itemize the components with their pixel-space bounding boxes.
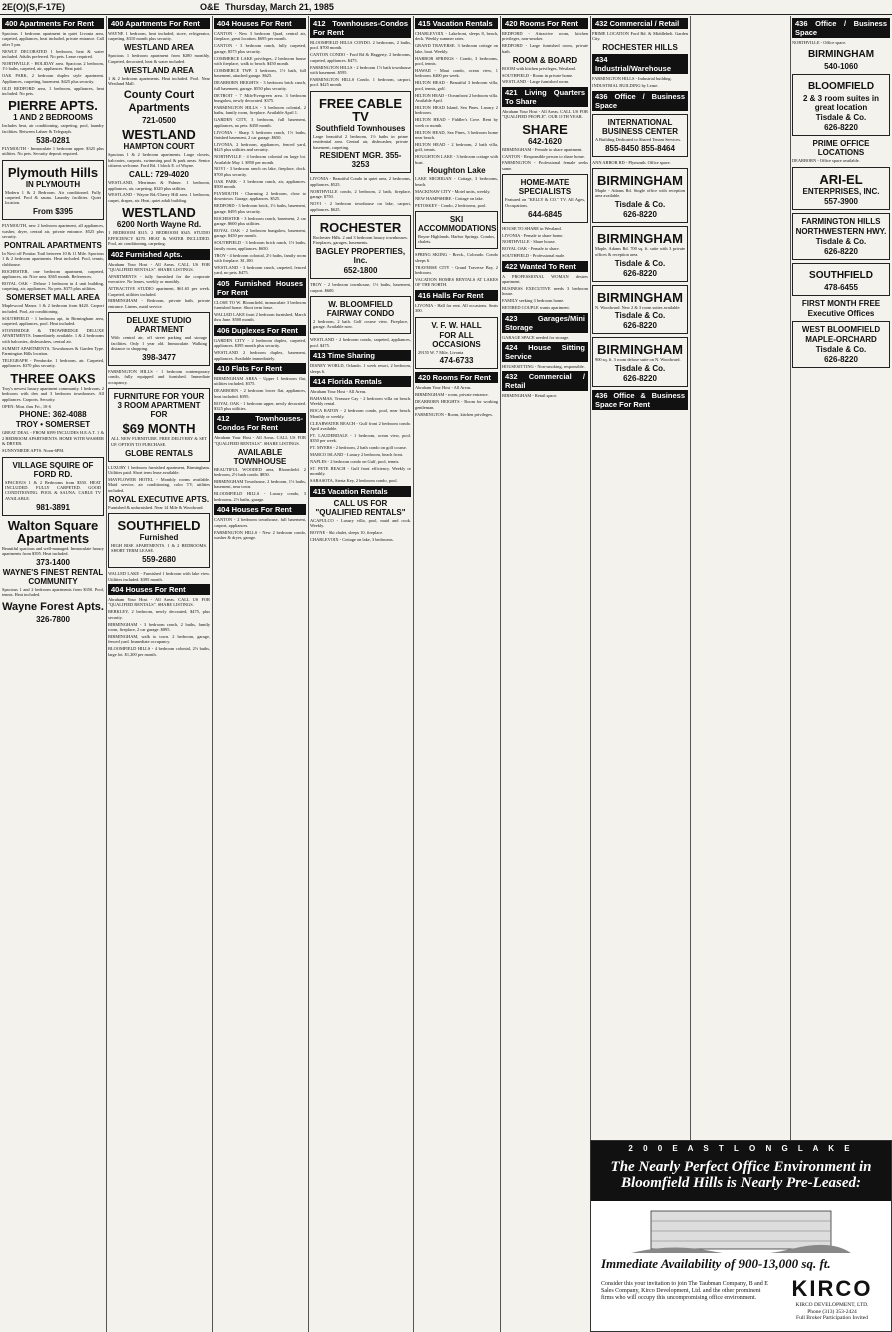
ad-phone: 626-8220 (623, 374, 657, 384)
ad-title-roomboard: ROOM & BOARD (512, 55, 578, 65)
ad-title-pierre: PIERRE APTS. (8, 98, 98, 114)
ad-phone: RESIDENT MGR. 355-3253 (319, 151, 402, 170)
ad-subtitle: 2 & 3 room suites in great location (802, 94, 880, 113)
ad-title-tisdale: Tisdale & Co. (614, 200, 666, 210)
ad-title-birmingham: BIRMINGHAM (597, 289, 683, 305)
ad-subtitle: ENTERPRISES, INC. (802, 186, 880, 196)
ad-title-somerset: SOMERSET MALL AREA (6, 293, 100, 303)
ad-box-westbloom (792, 321, 890, 368)
ad-subtitle: MAPLE-ORCHARD (805, 334, 877, 344)
ad-title-westland-area: WESTLAND AREA (124, 43, 194, 53)
ad-body-text: Consider this your invitation to join The Taubman Company, B and E Sales Company, Kirco Development, Ltd. and the other prominent firms who will occupy this uncompromising office environment. (601, 1281, 768, 1301)
ad-title-westland: WESTLAND (122, 127, 196, 143)
column-rule (500, 16, 501, 1332)
ad-title-arie: ARI-EL (819, 171, 863, 187)
section-header: 405 Furnished Houses For Rent (214, 278, 306, 298)
ad-title-tisdale: Tisdale & Co. (614, 258, 666, 268)
ad-subtitle: IN PLYMOUTH (25, 179, 81, 189)
section-header: 420 Rooms For Rent (502, 18, 588, 29)
section-header: 434 Industrial/Warehouse (592, 54, 688, 74)
ad-title-houghton: Houghton Lake (427, 166, 486, 176)
ad-title-rochester-hills: ROCHESTER HILLS (602, 43, 678, 53)
ad-phone: 644-6845 (528, 209, 562, 219)
section-header: 420 Rooms For Rent (415, 372, 498, 383)
column-rule (413, 16, 414, 1332)
kirco-display-ad (590, 1140, 892, 1332)
column-rule (790, 16, 791, 1332)
ad-banner (591, 1141, 891, 1201)
ad-phone: PHONE: 362-4088 (19, 410, 87, 420)
ad-phone: 559-2680 (142, 555, 176, 565)
ad-title-tisdale: Tisdale & Co. (614, 311, 666, 321)
column-7: 432 Commercial / Retail PRIME LOCATION Ford Rd. & Middlebelt. Garden City. ROCHESTER HILLS 434 Industrial/Warehouse FARMINGTON HILLS - Industrial building. INDUSTRIAL BUILDING by Lease. 436 Office / Business Space INTERNATIONAL BUSINESS CENTER A Building Dedicated to Shared Tenant Services. 855-8450 855-8464 ANN ARBOR RD - Plymouth. Office space. BIRMINGHAM Maple - Adams Rd. Single office with reception area available. Tisdale & Co. 626-8220 BIRMINGHAM Maple, Adams Rd. 700 sq. ft. suite with 3 private offices & reception area. Tisdale & Co. 626-8220 BIRMINGHAM N. Woodward. New 2 & 3 room suites available. Tisdale & Co. 626-8220 BIRMINGHAM 900 sq. ft. 3 room deluxe suite on N. Woodward. Tisdale & Co. 626-8220 436 Office & Business Space For Rent (592, 19, 688, 410)
ad-title-freecable: FREE CABLE TV (318, 95, 403, 124)
section-header: 404 Houses For Rent (108, 584, 210, 595)
kirco-logo-block (787, 1276, 877, 1322)
ad-box-birmingham: BIRMINGHAM N. Woodward. New 2 & 3 room suites available. Tisdale & Co. 626-8220 (592, 285, 688, 335)
ad-box-ibc: INTERNATIONAL BUSINESS CENTER A Building Dedicated to Shared Tenant Services. 855-8450 855-8464 (592, 114, 688, 157)
section-header: 404 Houses For Rent (214, 504, 306, 515)
ad-title-village: VILLAGE SQUIRE OF FORD RD. (12, 460, 94, 479)
ad-box-freecable: FREE CABLE TV Southfield Townhouses Large beautiful 2 bedroom, 1½ baths in prime residential area. Central air, dishwasher, private basement, carpeting. RESIDENT MGR. 355-3253 (310, 91, 411, 174)
section-header: 402 Furnished Apts. (108, 249, 210, 260)
column-rule (308, 16, 309, 1332)
ad-box-birmingham: BIRMINGHAM Maple, Adams Rd. 700 sq. ft. suite with 3 private offices & reception area. Tisdale & Co. 626-8220 (592, 226, 688, 281)
ad-box-birmingham: BIRMINGHAM Maple - Adams Rd. Single office with reception area available. Tisdale & Co. 626-8220 (592, 168, 688, 223)
ad-box-homemate: HOME-MATE SPECIALISTS Featured on "KELLY & CO." TV. All Ages, Occupations. 644-6845 (502, 174, 588, 222)
section-header: 400 Apartments For Rent (2, 18, 104, 29)
kirco-logo: KIRCO (791, 1276, 873, 1301)
issue-date: Thursday, March 21, 1985 (225, 2, 334, 12)
ad-box-southfield: SOUTHFIELD Furnished HIGH RISE APARTMENTS. 1 & 2 BEDROOMS. SHORT TERM LEASE. 559-2680 (108, 513, 210, 568)
ad-title-farmington: FARMINGTON HILLS (801, 216, 881, 226)
broker-note: Full Broker Participation Invited (796, 1315, 868, 1321)
ad-phone: 326-7800 (36, 614, 70, 624)
ad-title-first-month: FIRST MONTH FREE (801, 298, 881, 308)
section-header: 416 Halls For Rent (415, 290, 498, 301)
ad-title-birmingham: BIRMINGHAM (807, 49, 875, 61)
ad-title-birmingham: BIRMINGHAM (597, 342, 683, 358)
ad-title-pontrail: PONTRAIL APARTMENTS (4, 241, 102, 251)
ad-title-tisdale: Tisdale & Co. (815, 113, 867, 123)
section-header: 406 Duplexes For Rent (214, 325, 306, 336)
section-header: 410 Flats For Rent (214, 363, 306, 374)
ad-phone: 540-1060 (824, 62, 858, 72)
ad-title-westland-6200: WESTLAND (122, 205, 196, 221)
ad-title-birmingham: BIRMINGHAM (597, 231, 683, 247)
ad-box-birmingham: BIRMINGHAM 900 sq. ft. 3 room deluxe suite on N. Woodward. Tisdale & Co. 626-8220 (592, 337, 688, 387)
kirco-phone: Phone (313) 353-2424 (807, 1308, 857, 1315)
ad-title-wayne: WAYNE'S FINEST RENTAL COMMUNITY (2, 568, 104, 587)
ad-box-vfw: V. F. W. HALL FOR ALL OCCASIONS 29155 W. 7 Mile, Livonia 474-6733 (415, 317, 498, 370)
ad-phone: 373-1400 (36, 558, 70, 568)
ad-box-bloomfield (792, 74, 890, 136)
ad-title-westbloom: WEST BLOOMFIELD (801, 324, 881, 334)
column-8: 436 Office / Business Space NORTHVILLE - Office space. BIRMINGHAM 540-1060 BLOOMFIELD 2 & 3 room suites in great location Tisdale & Co. 626-8220 PRIME OFFICE LOCATIONS DEARBORN - Office space available. ARI-EL ENTERPRISES, INC. 557-3900 FARMINGTON HILLS NORTHWESTERN HWY. Tisdale & Co. 626-8220 SOUTHFIELD 478-6455 FIRST MONTH FREE Executive Offices WEST BLOOMFIELD MAPLE-ORCHARD Tisdale & Co. 626-8220 (792, 16, 890, 1140)
ad-box-wbloomfield: W. BLOOMFIELD FAIRWAY CONDO 2 bedroom, 2 bath. Golf course view. Fireplace, garage. Available now. (310, 296, 411, 334)
ad-box-farmington (792, 213, 890, 260)
ad-box-rochester: ROCHESTER Rochester Hills. 2 and 3 bedroom luxury townhouses. Fireplaces, garages, basements. BAGLEY PROPERTIES, Inc. 652-1800 (310, 215, 411, 279)
section-header: 436 Office & Business Space For Rent (592, 390, 688, 410)
ad-title-troy: TROY • SOMERSET (15, 420, 91, 430)
section-header: 412 Townhouses-Condos For Rent (310, 18, 411, 38)
ad-title-prime: PRIME OFFICE LOCATIONS (812, 139, 870, 158)
ad-title-homemate: HOME-MATE SPECIALISTS (518, 178, 572, 197)
ad-phone: 557-3900 (824, 196, 858, 206)
column-1: 400 Apartments For Rent Spacious 1 bedroom apartment in quiet Livonia area, carpeted, appliances, heat included, private entrance. Call after 5 pm. NEWLY DECORATED 1 bedroom, heat & water included. Adults preferred. No pets. Lease required. NORTHVILLE - HOLIDAY area. Spacious 2 bedroom, 1½ baths, carpeted, air, appliances. Heat paid. OAK PARK, 2 bedroom duplex style apartment. Appliances, carpeting, basement. $425 plus security. OLD REDFORD area, 1 bedroom, appliances, heat included. No pets. PIERRE APTS. 1 AND 2 BEDROOMS Includes heat, air conditioning, carpeting, pool, laundry facilities. Between Lahser & Telegraph. 538-0281 PLYMOUTH - Immaculate 1 bedroom upper. $325 plus utilities. No pets. Security deposit required. Plymouth Hills IN PLYMOUTH Modern 1 & 2 Bedroom. Air conditioned. Fully carpeted. Pool & sauna. Laundry facilities. Quiet location. From $395 PLYMOUTH, new 2 bedroom apartment, all appliances, washer, dryer, central air, private entrance. $525 plus security. PONTRAIL APARTMENTS In Novi off Pontiac Trail between 10 & 11 Mile. Spacious 1 & 2 bedroom apartments. Heat included. Pool, tennis, clubhouse. ROCHESTER, one bedroom apartment, carpeted, appliances, air. Nice area. $365 month. References. ROYAL OAK - Deluxe 1 bedroom in 4 unit building, carpeting, air, appliances. No pets. $375 plus utilities. SOMERSET MALL AREA Maplewood Manor. 1 & 2 bedroom from $420. Carport included. Pool, air conditioning. SOUTHFIELD - 1 bedroom apt, in Birmingham area, carpeted, appliances, pool. Heat included. STONERIDGE & TROWBRIDGE DELUXE APARTMENTS. Immediately available. 1 & 2 bedrooms with balconies, dishwashers, central air. SUMMIT APARTMENTS, Townhouses & Garden Type. Farmington Hills location. TELEGRAPH - Pembroke. 1 bedroom, air. Carpeted, appliances. $370 plus security. THREE OAKS Troy's newest luxury apartment community. 1 bedroom, 2 bedroom with den and 3 bedroom townhouses. All appliances. Carports. Security. OPEN: Mon. thru Fri., 10-6 PHONE: 362-4088 TROY • SOMERSET GREAT DEAL - FROM $399 INCLUDES H.E.A.T. 1 & 2 BEDROOM APARTMENTS. HOME WITH WASHER & DRYER. SUNNYMEDE APTS. Noon-6PM. VILLAGE SQUIRE OF FORD RD. SPACIOUS 1 & 2 Bedrooms from $350. HEAT INCLUDED. FULLY CARPETED. GOOD CONDITIONING. POOL & SAUNA. CABLE TV AVAILABLE. 981-3891 Walton Square Apartments Beautiful spacious and well-managed. Immaculate luxury apartments from $395. Heat included. 373-1400 WAYNE'S FINEST RENTAL COMMUNITY Spacious 1 and 2 bedroom apartments from $350. Pool, tennis. Heat included. Wayne Forest Apts. 326-7800 (2, 19, 104, 624)
ad-title-tisdale: Tisdale & Co. (614, 364, 666, 374)
ad-title-wbloomfield: W. BLOOMFIELD FAIRWAY CONDO (326, 300, 395, 319)
column-rule (212, 16, 213, 1332)
ad-box-globe: FURNITURE FOR YOUR 3 ROOM APARTMENT FOR $69 MONTH ALL NEW FURNITURE. FREE DELIVERY & SET UP. OPTION TO PURCHASE. GLOBE RENTALS (108, 388, 210, 461)
ad-immediate: Immediate Availability of 900-13,000 sq. ft. (601, 1256, 831, 1271)
ad-box-plymouth: Plymouth Hills IN PLYMOUTH Modern 1 & 2 Bedroom. Air conditioned. Fully carpeted. Pool & sauna. Laundry facilities. Quiet location. From $395 (2, 160, 104, 221)
ad-price: $69 MONTH (122, 421, 196, 437)
ad-subtitle: BAGLEY PROPERTIES, Inc. (315, 247, 406, 266)
section-header: 423 Garages/Mini Storage (502, 313, 588, 333)
section-header: 421 Living Quarters To Share (502, 87, 588, 107)
page-header (0, 0, 892, 15)
ad-title-townhouse: AVAILABLE TOWNHOUSE (233, 447, 287, 466)
ad-subtitle: Furnished (139, 532, 179, 542)
ad-phone: CALL: 729-4020 (128, 170, 190, 180)
section-header: 414 Florida Rentals (310, 376, 411, 387)
section-header: 436 Office / Business Space (792, 18, 890, 38)
ad-title-rochester: ROCHESTER (319, 219, 402, 235)
ad-title-walton: Walton Square Apartments (7, 517, 99, 546)
ad-title-tisdale: Tisdale & Co. (815, 344, 867, 354)
ad-price: From $395 (32, 207, 74, 217)
ad-title-globe: GLOBE RENTALS (125, 448, 193, 458)
building-illustration (631, 1203, 851, 1253)
section-header: 413 Time Sharing (310, 350, 411, 361)
ad-address: 2 0 0 E A S T L O N G L A K E (628, 1144, 854, 1153)
ad-phone: 478-6455 (824, 282, 858, 292)
ad-phone: 642-1620 (528, 136, 562, 146)
column-5: 415 Vacation Rentals CHARLEVOIX - Lakefront, sleeps 8, beach, deck. Weekly summer rates. GRAND TRAVERSE. 3 bedroom cottage on lake, boat. Weekly. HARBOR SPRINGS - Condo, 3 bedrooms, pool, tennis. HAWAII - Maui condo, ocean view, 1 bedroom. $400 per week. HILTON HEAD - Beautiful 3 bedroom villa, pool, tennis, golf. HILTON HEAD - Oceanfront 2 bedroom villa. Available April. HILTON HEAD Island, Sea Pines. Luxury 2 bedroom. HILTON HEAD - Fiddler's Cove. Rent by week or month. HILTON HEAD, Sea Pines, 3 bedroom home near beach. HILTON HEAD - 2 bedroom, 2 bath villa, golf, tennis. HOUGHTON LAKE - 3 bedroom cottage with boat. Houghton Lake LAKE MICHIGAN - Cottage, 3 bedrooms, beach. MACKINAW CITY - Motel units, weekly. NEW HAMPSHIRE - Cottage on lake. PETOSKEY - Condo, 2 bedrooms, pool. SKI ACCOMMODATIONS Boyne Highlands. Harbor Springs. Condos, chalets. SPRING SKIING - Breck., Colorado. Condo sleeps 6. TRAVERSE CITY - Grand Traverse Bay, 2 bedroom. VACATION HOMES RENTALS AT LAKES OF THE NORTH. 416 Halls For Rent LIVONIA - Hall for rent. All occasions. Seats 300. V. F. W. HALL FOR ALL OCCASIONS 29155 W. 7 Mile, Livonia 474-6733 420 Rooms For Rent Abraham Your Host - All Areas. BIRMINGHAM - room, private entrance. DEARBORN HEIGHTS - Room for working gentleman. FARMINGTON - Room, kitchen privileges. (415, 19, 498, 417)
ad-phone: 855-8450 855-8464 (605, 143, 675, 153)
section-header: 412 Townhouses-Condos For Rent (214, 413, 306, 433)
ad-subtitle: 6200 North Wayne Rd. (116, 220, 202, 230)
column-rule (690, 16, 691, 1332)
ad-title-southfield: SOUTHFIELD (809, 269, 873, 281)
page-code: 2E(O)(S,F-17E) (2, 2, 66, 12)
ad-title-county-court: County Court Apartments (123, 89, 195, 115)
column-2: 400 Apartments For Rent WAYNE 1 bedroom, heat included, stove, refrigerator, carpeting. $310 month plus security. WESTLAND AREA Spacious 1 bedroom apartment from $280 monthly. Carpeted, decorated, heat & water included. WESTLAND AREA 1 & 2 bedroom apartments. Heat included. Pool. Near Westland Mall. County Court Apartments 721-0500 WESTLAND HAMPTON COURT Spacious 1 & 2 bedroom apartments. Large closets, balconies, carports, swimming pool & park areas. Senior citizens welcome. Ford Rd. 1 block E. of Wayne. CALL: 729-4020 WESTLAND, Merriman & Palmer. 1 bedroom, appliances, air, carpeting. $320 plus utilities. WESTLAND - Wayne Rd./Cherry Hill area. 1 bedroom, carpet, drapes, air. Heat, quiet adult building. WESTLAND 6200 North Wayne Rd. 1 BEDROOM $315. 2 BEDROOM $345. STUDIO EFFICIENCY $270. HEAT & WATER INCLUDED. Pool, air conditioning, carpeting. 402 Furnished Apts. Abraham Your Host - All Areas. CALL US FOR "QUALIFIED RENTALS". SHARE LISTINGS. APARTMENTS - fully furnished for the corporate executive. No leases, weekly or monthly. ATTRACTIVE STUDIO apartment, $61.65 per week. Carpeted, utilities included. BIRMINGHAM - Bedroom, private bath, private entrance. Linens, maid service. DELUXE STUDIO APARTMENT With central air, off street parking and storage facilities. Only 1 year old. Immaculate. Walking distance to shopping. 398-3477 FARMINGTON HILLS - 1 bedroom contemporary condo, fully equipped and furnished. Immediate occupancy. FURNITURE FOR YOUR 3 ROOM APARTMENT FOR $69 MONTH ALL NEW FURNITURE. FREE DELIVERY & SET UP. OPTION TO PURCHASE. GLOBE RENTALS LUXURY 1 bedroom furnished apartment, Birmingham. Utilities paid. Short term lease available. MAYFLOWER HOTEL - Monthly rooms available. Maid service, air conditioning, color TV, utilities included. ROYAL EXECUTIVE APTS. Furnished & unfurnished. Near 14 Mile & Woodward. SOUTHFIELD Furnished HIGH RISE APARTMENTS. 1 & 2 BEDROOMS. SHORT TERM LEASE. 559-2680 WALLED LAKE - Furnished 1 bedroom with lake view. Utilities included. $395 month. 404 Houses For Rent Abraham Your Host - All Areas. CALL US FOR "QUALIFIED RENTALS". SHARE LISTINGS. BERKLEY, 2 bedroom, newly decorated, $475, plus security. BIRMINGHAM - 3 bedroom ranch, 2 baths, family room, fireplace, 2 car garage. $895. BIRMINGHAM, walk to town. 2 bedroom, garage, fenced yard. Immediate occupancy. BLOOMFIELD HILLS - 4 bedroom colonial, 2½ baths, large lot. $1,200 per month. (108, 19, 210, 657)
column-4: 412 Townhouses-Condos For Rent BLOOMFIELD HILLS CONDO. 2 bedrooms, 2 baths, pool. $700 month. CANTON CONDO - Ford Rd & Haggerty. 2 bedrooms, carpeted, appliances. $475. FARMINGTON HILLS - 2 bedroom 1½ bath townhouse with basement. $595. FARMINGTON HILLS Condo. 1 bedroom, carport, pool. $425 month. FREE CABLE TV Southfield Townhouses Large beautiful 2 bedroom, 1½ baths in prime residential area. Central air, dishwasher, private basement, carpeting. RESIDENT MGR. 355-3253 LIVONIA - Beautiful Condo in quiet area, 2 bedrooms, appliances. $525. NORTHVILLE condo, 2 bedroom, 2 bath, fireplace, garage. $750. NOVI - 2 bedroom townhouse on lake, carport, appliances. $625. ROCHESTER Rochester Hills. 2 and 3 bedroom luxury townhouses. Fireplaces, garages, basements. BAGLEY PROPERTIES, Inc. 652-1800 TROY - 2 bedroom townhouse, 1½ baths, basement, carport. $600. W. BLOOMFIELD FAIRWAY CONDO 2 bedroom, 2 bath. Golf course view. Fireplace, garage. Available now. WESTLAND - 2 bedroom condo, carpeted, appliances, pool. $475. 413 Time Sharing DISNEY WORLD, Orlando. 1 week resort, 2 bedroom, sleeps 6. 414 Florida Rentals Abraham Your Host - All Areas. BAHAMAS, Treasure Cay - 2 bedroom villa on beach. Weekly rental. BOCA RATON - 2 bedroom condo, pool, near beach. Monthly or weekly. CLEARWATER BEACH - Gulf front 2 bedroom condo. April available. FT. LAUDERDALE - 1 bedroom, ocean view, pool. $350 per week. FT. MYERS - 2 bedroom, 2 bath condo on golf course. MARCO ISLAND - Luxury 2 bedroom, beach front. NAPLES - 2 bedroom condo on Gulf, pool, tennis. ST. PETE BEACH - Gulf front efficiency. Weekly or monthly. SARASOTA, Siesta Key, 2 bedroom condo, pool. 415 Vacation Rentals CALL US FOR "QUALIFIED RENTALS" ACAPULCO - Luxury villa, pool, maid and cook. Weekly. BOYNE - Ski chalet, sleeps 10, fireplace. CHARLEVOIX - Cottage on lake, 3 bedrooms. (310, 19, 411, 542)
section-header: 424 House Sitting Service (502, 342, 588, 362)
column-6: 420 Rooms For Rent REDFORD - Attractive room, kitchen privileges, non-smoker. REDFORD - Large furnished room, private bath. ROOM & BOARD ROOM with kitchen privileges, Westland. SOUTHFIELD - Room in private home. WESTLAND - Large furnished room. 421 Living Quarters To Share Abraham Your Host - All Areas. CALL US FOR "QUALIFIED PEOPLE". OUR 11TH YEAR. SHARE 642-1620 BIRMINGHAM - Female to share apartment. CANTON - Responsible person to share home. FARMINGTON - Professional female seeks same. HOME-MATE SPECIALISTS Featured on "KELLY & CO." TV. All Ages, Occupations. 644-6845 HOUSE TO SHARE in Westland. LIVONIA - Female to share home. NORTHVILLE - Share house. ROYAL OAK - Female to share. SOUTHFIELD - Professional male. 422 Wanted To Rent A PROFESSIONAL WOMAN desires apartment. BUSINESS EXECUTIVE needs 3 bedroom house. FAMILY seeking 3 bedroom home. RETIRED COUPLE wants apartment. 423 Garages/Mini Storage GARAGE SPACE needed for storage. 424 House Sitting Service HOUSESITTING - Non-smoking, responsible. 432 Commercial / Retail BIRMINGHAM - Retail space. (502, 19, 588, 399)
ad-phone: 721-0500 (142, 116, 176, 126)
ad-phone: 626-8220 (623, 210, 657, 220)
section-header: 400 Apartments For Rent (108, 18, 210, 29)
ad-title-westland-area: WESTLAND AREA (124, 65, 194, 75)
ad-box-ski: SKI ACCOMMODATIONS Boyne Highlands. Harbor Springs. Condos, chalets. (415, 211, 498, 249)
column-rule (590, 16, 591, 1332)
ad-body (591, 1201, 891, 1319)
section-header: 415 Vacation Rentals (415, 18, 498, 29)
ad-title-qualified: CALL US FOR "QUALIFIED RENTALS" (315, 498, 406, 517)
ad-subtitle: 1 AND 2 BEDROOMS (13, 113, 93, 123)
section-header: 422 Wanted To Rent (502, 261, 588, 272)
ad-subtitle: FOR ALL OCCASIONS (432, 330, 481, 349)
ad-phone: 474-6733 (439, 356, 474, 366)
ad-headline: The Nearly Perfect Office Environment in Bloomfield Hills is Nearly Pre-Leased: (610, 1159, 872, 1191)
ad-phone: 626-8220 (824, 123, 858, 133)
column-rule (106, 16, 107, 1332)
ad-title-wayneforest: Wayne Forest Apts. (2, 600, 104, 613)
ad-title-tisdale: Tisdale & Co. (815, 236, 867, 246)
kirco-name: KIRCO DEVELOPMENT, LTD. (795, 1302, 869, 1308)
ad-box-village: VILLAGE SQUIRE OF FORD RD. SPACIOUS 1 & 2 Bedrooms from $350. HEAT INCLUDED. FULLY CARPETED. GOOD CONDITIONING. POOL & SAUNA. CABLE TV AVAILABLE. 981-3891 (2, 457, 104, 516)
ad-title-share: SHARE (522, 121, 568, 137)
ad-subtitle: HAMPTON COURT (123, 142, 195, 152)
section-header: 436 Office / Business Space (592, 91, 688, 111)
ad-title-bloomfield: BLOOMFIELD (807, 81, 875, 93)
ad-box-southfield (792, 263, 890, 296)
ad-box-deluxe: DELUXE STUDIO APARTMENT With central air, off street parking and storage facilities. Only 1 year old. Immaculate. Walking distance to shopping. 398-3477 (108, 312, 210, 366)
ad-subtitle: Southfield Townhouses (315, 123, 406, 133)
ad-phone: 981-3891 (36, 502, 70, 512)
ad-title-ibc: INTERNATIONAL BUSINESS CENTER (601, 117, 678, 136)
ad-phone: 626-8220 (824, 354, 858, 364)
ad-phone: 398-3477 (142, 352, 176, 362)
ad-phone: 626-8220 (623, 321, 657, 331)
ad-title-ski: SKI ACCOMMODATIONS (418, 214, 497, 233)
ad-title-vfw: V. F. W. HALL (431, 320, 482, 330)
ad-title-royal: ROYAL EXECUTIVE APTS. (108, 494, 210, 504)
ad-subtitle: NORTHWESTERN HWY. (795, 226, 887, 236)
section-header: 415 Vacation Rentals (310, 486, 411, 497)
paper-name: O&E (200, 2, 220, 12)
ad-phone: 626-8220 (824, 246, 858, 256)
ad-title-furniture: FURNITURE FOR YOUR 3 ROOM APARTMENT FOR (113, 392, 205, 420)
ad-title-executive: Executive Offices (807, 308, 875, 318)
section-header: 432 Commercial / Retail (502, 371, 588, 391)
section-header: 404 Houses For Rent (214, 18, 306, 29)
ad-title-southfield: SOUTHFIELD (117, 517, 201, 533)
ad-title-birmingham: BIRMINGHAM (597, 172, 683, 188)
ad-phone: 652-1800 (343, 266, 378, 276)
ad-title-plymouth: Plymouth Hills (7, 164, 99, 180)
ad-title-deluxe: DELUXE STUDIO APARTMENT (126, 316, 192, 335)
column-3: 404 Houses For Rent CANTON - New 3 bedroom Quad, central air, fireplace, great location. $695 per month. CANTON - 3 bedroom ranch, fully carpeted, garage, $575 plus security. COMMERCE LAKE privileges, 2 bedroom house with fireplace, walk to beach. $450 month. COMMERCE TWP. 3 bedroom, 1½ bath, full basement, attached garage. $625. DEARBORN HEIGHTS - 3 bedroom brick ranch, full basement, garage. $550 plus security. DETROIT - 7 Mile/Evergreen area. 3 bedroom bungalow, newly decorated. $375. FARMINGTON HILLS - 3 bedroom colonial, 2 baths, family room, fireplace. Available April 1. GARDEN CITY, 3 bedroom, full basement, appliances, no pets. $450 month. LIVONIA - Sharp 3 bedroom ranch, 1½ baths, finished basement, 2 car garage. $650. LIVONIA, 2 bedroom, appliances, fenced yard, $425 plus utilities and security. NORTHVILLE - 4 bedroom colonial on large lot. Available May 1. $950 per month. NOVI - 3 bedroom ranch on lake, fireplace, dock. $700 plus security. OAK PARK - 3 bedroom ranch, air, appliances. $500 month. PLYMOUTH - Charming 2 bedroom, close to downtown. Garage, appliances. $525. REDFORD - 3 bedroom brick, 1½ baths, basement, garage. $495 plus security. ROCHESTER - 3 bedroom ranch, basement, 2 car garage. $600 plus utilities. ROYAL OAK - 2 bedroom bungalow, basement, garage. $450 per month. SOUTHFIELD - 3 bedroom brick ranch, 1½ baths, family room, appliances. $650. TROY - 4 bedroom colonial, 2½ baths, family room with fireplace. $1,100. WESTLAND - 3 bedroom ranch, carpeted, fenced yard, no pets. $475. 405 Furnished Houses For Rent CLOSE TO W. Bloomfield, immaculate 3 bedroom furnished home. Short term lease. WALLED LAKE front 2 bedroom furnished, March thru June. $500 month. 406 Duplexes For Rent GARDEN CITY - 2 bedroom duplex, carpeted, appliances. $395 month plus security. WESTLAND 2 bedroom duplex, basement, appliances. Available immediately. 410 Flats For Rent BIRMINGHAM AREA - Upper 1 bedroom flat, utilities included. $375. DEARBORN - 2 bedroom lower flat, appliances, heat included. $395. ROYAL OAK - 1 bedroom upper, newly decorated. $325 plus utilities. 412 Townhouses-Condos For Rent Abraham Your Host - All Areas. CALL US FOR "QUALIFIED RENTALS". SHARE LISTINGS. AVAILABLE TOWNHOUSE BEAUTIFUL WOODED area, Bloomfield. 2 bedroom, 2½ bath condo. $850. BIRMINGHAM Townhouse, 2 bedroom, 1½ baths, basement, near town. BLOOMFIELD HILLS - Luxury condo, 3 bedrooms, 2½ baths, garage. 404 Houses For Rent CANTON - 2 bedroom townhouse, full basement, carport, appliances. FARMINGTON HILLS - New 2 bedroom condo, washer & dryer, garage. (214, 19, 306, 540)
ad-title-threeoaks: THREE OAKS (10, 370, 96, 386)
ad-phone: 538-0281 (36, 135, 70, 145)
section-header: 432 Commercial / Retail (592, 18, 688, 29)
ad-box-arie (792, 167, 890, 210)
ad-phone: 626-8220 (623, 268, 657, 278)
